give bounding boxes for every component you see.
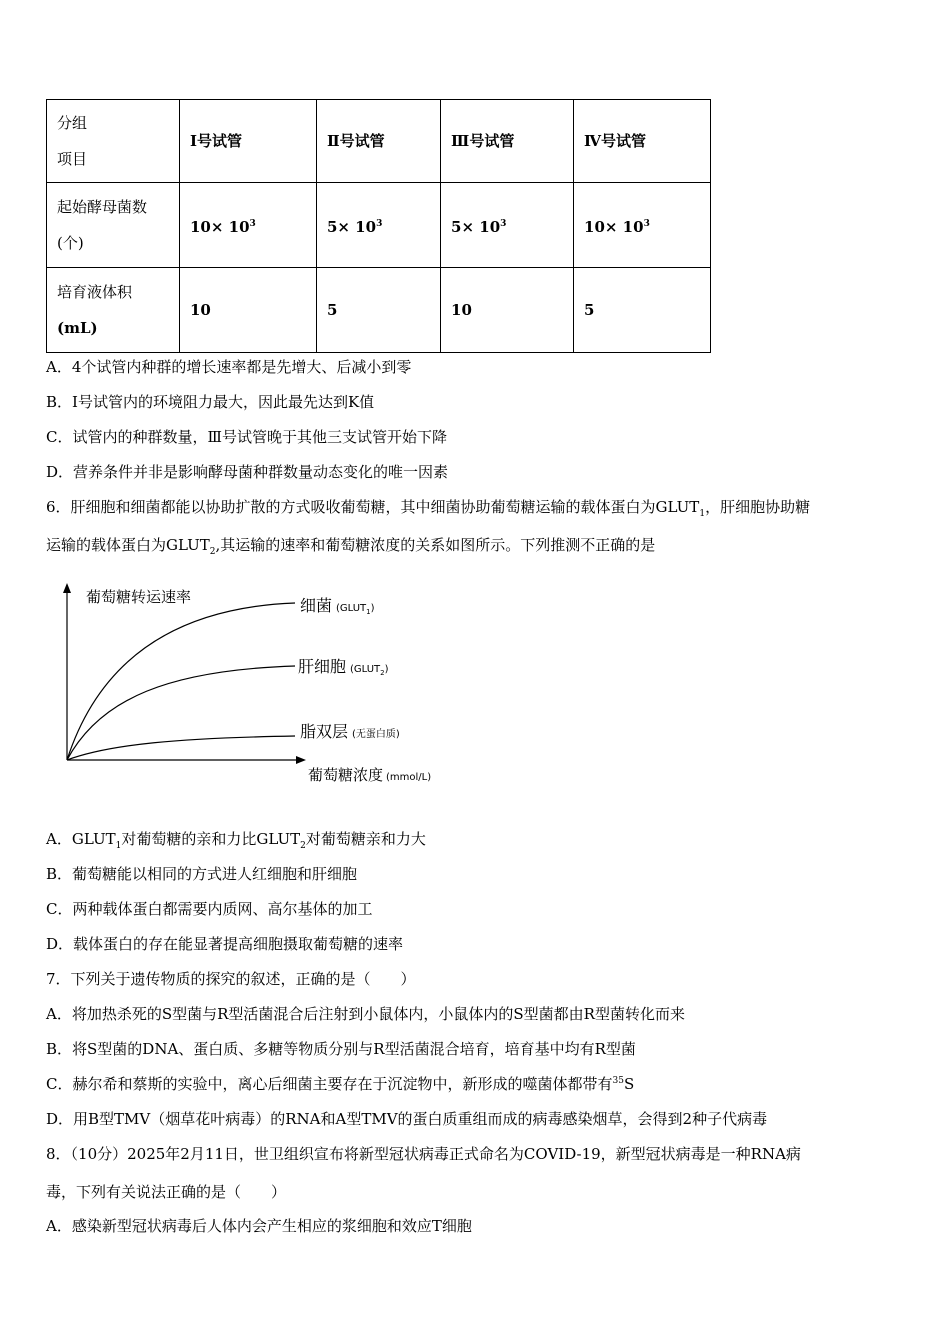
q6-option-c: C．两种载体蛋白都需要内质网、高尔基体的加工 xyxy=(46,900,373,918)
volume-tube-3: 10 xyxy=(441,268,574,353)
header-tube-4: Ⅳ号试管 xyxy=(574,100,711,183)
yeast-tube-2 xyxy=(316,183,440,268)
q5-option-b: B．Ⅰ号试管内的环境阻力最大，因此最先达到K值 xyxy=(46,393,375,411)
row-volume-label: 培育液体积 xyxy=(57,283,133,301)
q6-stem-sub-2: 2 xyxy=(209,547,216,557)
header-tube-3: Ⅲ号试管 xyxy=(441,100,574,183)
yeast-tube-2-base: 5× 10 xyxy=(326,217,377,236)
curve-bacteria-name: 细菌 xyxy=(300,596,333,615)
q7-option-c-end: S xyxy=(623,1075,635,1093)
curve-bacteria-label xyxy=(300,596,375,616)
curve-lipid-note: (无蛋白质) xyxy=(352,729,400,740)
volume-tube-1: 10 xyxy=(180,268,317,353)
yeast-tube-3 xyxy=(441,183,574,268)
curve-lipid-name: 脂双层 xyxy=(300,722,349,741)
q7-option-b: B．将S型菌的DNA、蛋白质、多糖等物质分别与R型活菌混合培育，培育基中均有R型菌 xyxy=(46,1040,636,1058)
q6-stem-sub-1: 1 xyxy=(699,509,706,519)
volume-tube-4: 5 xyxy=(574,268,711,353)
x-axis-label-text: 葡萄糖浓度 xyxy=(308,766,384,784)
curve-bacteria-sub: 1 xyxy=(366,608,371,616)
yeast-tube-1-exp: 3 xyxy=(249,218,256,229)
q8-stem-line-2: 毒，下列有关说法正确的是（ ） xyxy=(46,1183,287,1201)
row-yeast-label: 起始酵母菌数 xyxy=(57,198,148,216)
curve-liver-sub: 2 xyxy=(380,669,385,677)
curve-lipid-bilayer xyxy=(67,736,295,760)
q6-option-a-part-1: A．GLUT xyxy=(46,830,116,848)
q7-option-c-sup: 35 xyxy=(612,1076,624,1086)
q6-stem-part-4: ,其运输的速率和葡萄糖浓度的关系如图所示。下列推测不正确的是 xyxy=(215,536,656,554)
header-corner-cell xyxy=(47,100,180,183)
header-item-label: 项目 xyxy=(57,150,88,168)
curve-liver-close: ) xyxy=(384,664,389,675)
y-axis-arrow xyxy=(63,583,71,593)
yeast-tube-4-base: 10× 10 xyxy=(584,217,644,236)
curve-liver-note: (GLUT xyxy=(350,664,381,675)
q6-option-a-part-3: 对葡萄糖亲和力大 xyxy=(305,830,426,848)
yeast-tube-1-base: 10× 10 xyxy=(190,217,250,236)
yeast-tube-4 xyxy=(574,183,711,268)
experiment-table xyxy=(46,99,711,353)
q6-stem-part-3: 运输的载体蛋白为GLUT xyxy=(46,536,210,554)
q7-option-c xyxy=(46,1073,634,1094)
q8-option-a: A．感染新型冠状病毒后人体内会产生相应的浆细胞和效应T细胞 xyxy=(46,1217,472,1235)
q6-option-a xyxy=(46,828,426,851)
row-yeast-label-cell xyxy=(47,183,180,268)
y-axis-label: 葡萄糖转运速率 xyxy=(86,588,192,606)
q6-option-a-part-2: 对葡萄糖的亲和力比GLUT xyxy=(121,830,301,848)
row-volume-unit: (mL) xyxy=(57,319,98,337)
header-tube-1: Ⅰ号试管 xyxy=(180,100,317,183)
x-axis-unit: (mmol/L) xyxy=(386,772,432,783)
table-row-volume xyxy=(47,268,711,353)
yeast-tube-3-exp: 3 xyxy=(500,218,507,229)
glucose-transport-graph xyxy=(50,578,470,788)
q6-stem-line-2 xyxy=(46,534,655,557)
q6-stem-part-2: ，肝细胞协助糖 xyxy=(705,498,811,516)
header-group-label: 分组 xyxy=(57,114,88,132)
q5-option-d: D．营养条件并非是影响酵母菌种群数量动态变化的唯一因素 xyxy=(46,463,449,481)
q6-stem-part-1: 6．肝细胞和细菌都能以协助扩散的方式吸收葡萄糖，其中细菌协助葡萄糖运输的载体蛋白为GLUT xyxy=(46,498,700,516)
curve-liver-cell xyxy=(67,666,295,760)
q7-option-a: A．将加热杀死的S型菌与R型活菌混合后注射到小鼠体内，小鼠体内的S型菌都由R型菌转化而来 xyxy=(46,1005,685,1023)
q5-option-c: C．试管内的种群数量，Ⅲ号试管晚于其他三支试管开始下降 xyxy=(46,428,447,446)
yeast-tube-1 xyxy=(180,183,317,268)
header-tube-2: Ⅱ号试管 xyxy=(316,100,440,183)
yeast-tube-2-exp: 3 xyxy=(376,218,383,229)
curve-bacteria-close: ) xyxy=(370,603,375,614)
x-axis-label xyxy=(308,766,431,784)
q6-option-d: D．载体蛋白的存在能显著提高细胞摄取葡萄糖的速率 xyxy=(46,935,404,953)
table-row-yeast xyxy=(47,183,711,268)
q6-stem-line-1 xyxy=(46,496,810,519)
curve-bacteria-note: (GLUT xyxy=(336,603,367,614)
yeast-tube-4-exp: 3 xyxy=(643,218,650,229)
volume-tube-2: 5 xyxy=(316,268,440,353)
q7-stem: 7．下列关于遗传物质的探究的叙述，正确的是（ ） xyxy=(46,970,416,988)
q7-option-d: D．用B型TMV（烟草花叶病毒）的RNA和A型TMV的蛋白质重组而成的病毒感染烟草，会得到2种子代病毒 xyxy=(46,1110,768,1128)
q5-option-a: A．4个试管内种群的增长速率都是先增大、后减小到零 xyxy=(46,358,412,376)
row-volume-label-cell xyxy=(47,268,180,353)
table-header-row xyxy=(47,100,711,183)
yeast-tube-3-base: 5× 10 xyxy=(451,217,501,236)
curve-lipid-label xyxy=(300,722,400,741)
q7-option-c-text: C．赫尔希和蔡斯的实验中，离心后细菌主要存在于沉淀物中，新形成的噬菌体都带有 xyxy=(46,1075,613,1093)
q6-option-b: B．葡萄糖能以相同的方式进人红细胞和肝细胞 xyxy=(46,865,358,883)
curve-liver-name: 肝细胞 xyxy=(298,657,347,676)
curve-liver-label xyxy=(298,657,389,677)
glucose-transport-figure xyxy=(50,578,470,788)
q6-option-a-sub-1: 1 xyxy=(115,841,122,851)
row-yeast-unit: (个) xyxy=(57,234,84,252)
q6-option-a-sub-2: 2 xyxy=(300,841,306,851)
q8-stem-line-1: 8．（10分）2025年2月11日，世卫组织宣布将新型冠状病毒正式命名为COVID-19，新型冠状病毒是一种RNA病 xyxy=(46,1145,801,1163)
x-axis-arrow xyxy=(296,756,306,764)
